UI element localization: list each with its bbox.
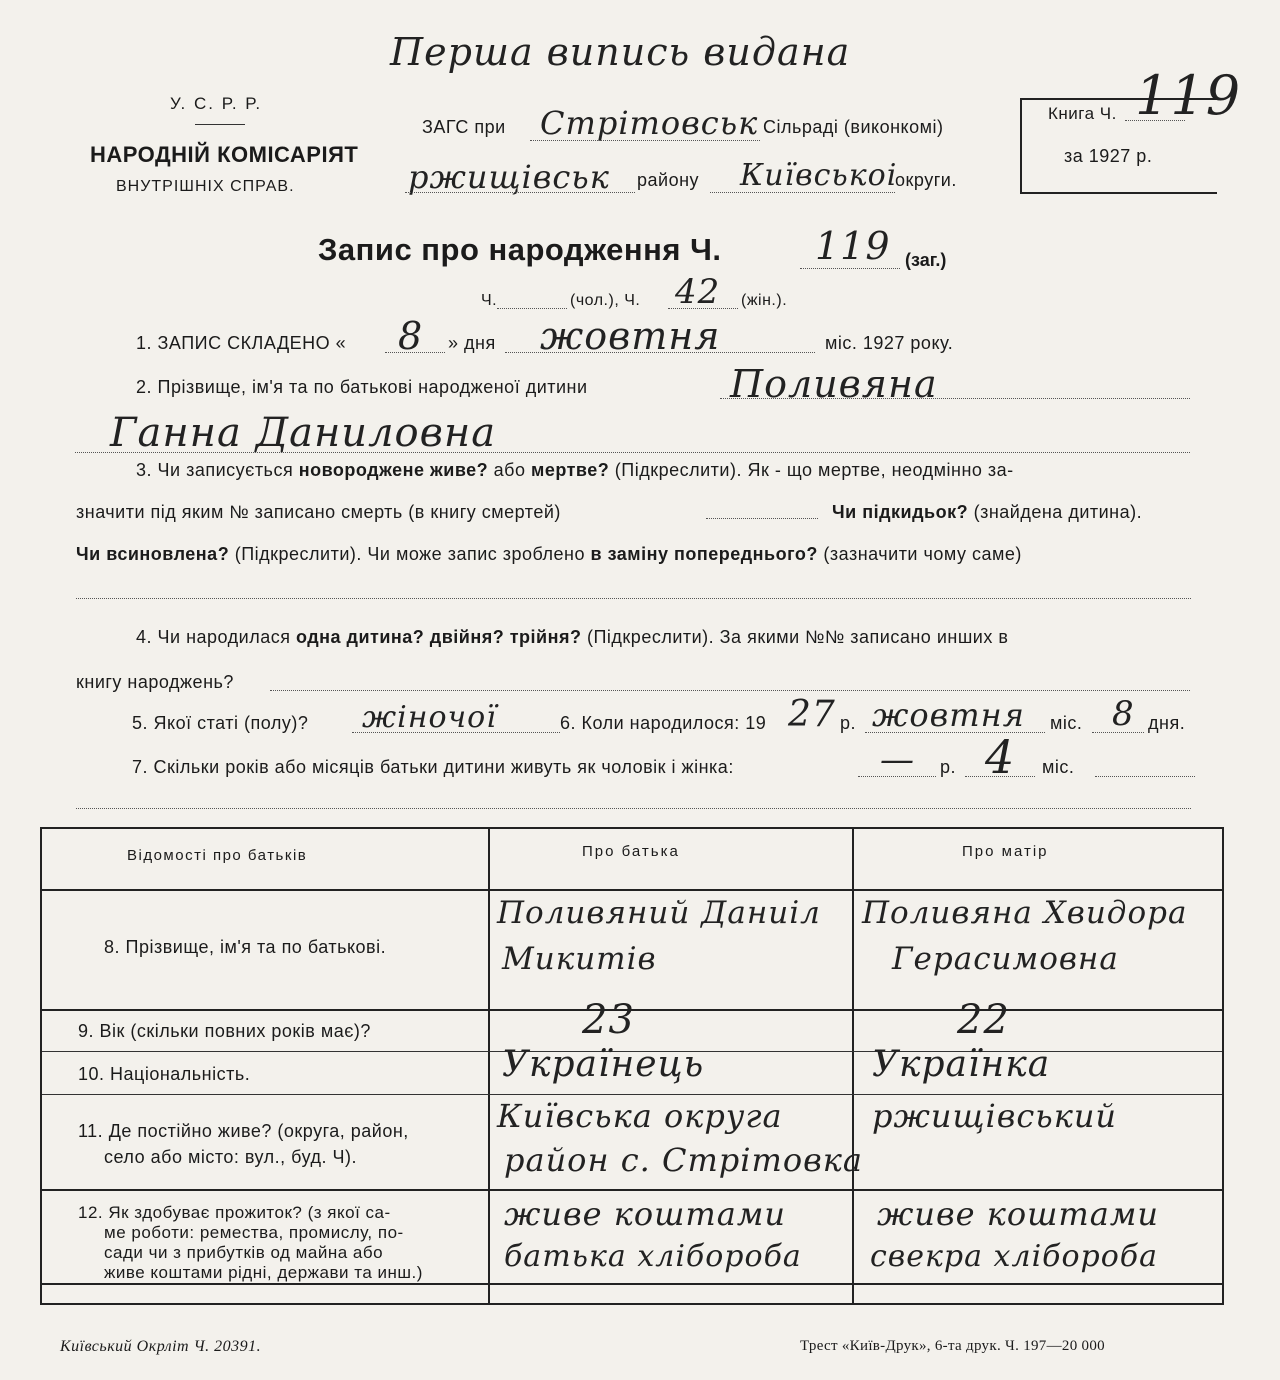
q2-name-line: [75, 452, 1190, 453]
zags-village-hand: Стрітовськ: [540, 104, 759, 142]
q1-label: 1. ЗАПИС СКЛАДЕНО «: [136, 333, 347, 353]
row-12-label-line2: ме роботи: ремества, промислу, по-: [104, 1223, 404, 1242]
zags-district-line: [405, 192, 635, 193]
record-ch-label: Ч.: [481, 292, 498, 309]
q2-surname-hand: Поливяна: [730, 362, 938, 406]
q4-line1: [136, 627, 1008, 648]
record-title: Запис про народження Ч.: [318, 232, 722, 267]
row-11-label-line1: 11. Де постійно живе? (округа, район,: [78, 1121, 409, 1141]
table-header-father: Про батька: [582, 843, 680, 860]
book-label: Книга Ч.: [1048, 104, 1117, 123]
header-handwritten-note: Перша виnuсь видана: [390, 30, 851, 74]
q5-month-line: [865, 732, 1045, 733]
row-10-father: Українець: [502, 1044, 705, 1085]
record-female-suffix: (жін.).: [741, 292, 788, 309]
q3-line1-c: або: [493, 460, 526, 480]
q3-line3: [76, 544, 1022, 565]
zags-okrug-suffix: округи.: [895, 170, 957, 190]
zags-prefix: ЗАГС при: [422, 117, 506, 137]
row-11-father-line2: район с. Стрітовка: [504, 1141, 863, 1179]
row-10-label: 10. Національність.: [78, 1064, 251, 1084]
q5-mis: міс.: [1050, 713, 1083, 733]
zags-village-line: [530, 140, 760, 141]
q5-r: р.: [840, 713, 857, 733]
q4-others-line: [270, 690, 1190, 691]
q3-line2-a: значити під яким № записано смерть (в книгу смертей): [76, 502, 561, 522]
q5-day-line: [1092, 732, 1144, 733]
zags-village-suffix: Сільраді (виконкомі): [763, 117, 944, 137]
table-col-divider-2: [852, 829, 854, 1303]
q1-day-suffix: » дня: [448, 333, 496, 353]
q5-month-hand: жовтня: [872, 696, 1025, 734]
row-12-label-line1: 12. Як здобуває прожиток? (з якої са-: [78, 1203, 391, 1222]
row-8-mother-line1: Поливяна Хвидора: [862, 895, 1188, 931]
q3-death-line: [706, 518, 818, 519]
record-male-suffix: (чол.), Ч.: [570, 292, 641, 309]
row-12-mother-line2: свекра хлібороба: [870, 1239, 1159, 1274]
q5-dnia: дня.: [1148, 713, 1186, 733]
q5-day-hand: 8: [1112, 694, 1135, 734]
q7-months-hand: 4: [985, 730, 1016, 784]
row-8-father-line1: Поливяний Даниіл: [497, 895, 821, 931]
q1-day-hand: 8: [398, 314, 424, 358]
q3-line1-b: новороджене живе?: [298, 460, 489, 480]
q3-reason-line: [76, 598, 1191, 599]
authority-department: ВНУТРІШНІХ СПРАВ.: [116, 178, 295, 195]
zags-district-hand: ржищівськ: [408, 158, 610, 196]
q3-line1-d: мертве?: [531, 460, 610, 480]
table-col-divider-1: [488, 829, 490, 1303]
q3-line3-b: (Підкреслити). Чи може запис зроблено: [234, 544, 585, 564]
q1-day-line: [385, 352, 445, 353]
q1-tail: міс. 1927 року.: [825, 333, 954, 353]
q7-r: р.: [940, 757, 957, 777]
q3-line1: [136, 460, 1014, 481]
q5-sex-line: [352, 732, 560, 733]
q3-line1-e: (Підкреслити). Як - що мертве, неодмінно за-: [614, 460, 1014, 480]
book-number-hand: 119: [1135, 64, 1242, 127]
q7-mis: міс.: [1042, 757, 1075, 777]
q4-line1-c: (Підкреслити). За якими №№ записано инших в: [587, 627, 1009, 647]
q5-sex-hand: жіночої: [362, 700, 497, 735]
q3-line3-a: Чи всиновлена?: [76, 544, 230, 564]
footer-right: Трест «Київ-Друк», 6-та друк. Ч. 197—20 000: [800, 1338, 1105, 1354]
authority-republic: У. С. Р. Р.: [170, 94, 263, 113]
record-female-hand: 42: [675, 272, 721, 312]
row-12-father-line1: живе коштами: [504, 1195, 786, 1233]
q7-years-line: [858, 776, 936, 777]
footer-left: Київський Окрліт Ч. 20391.: [60, 1338, 262, 1355]
row-9-label: 9. Вік (скільки повних років має)?: [78, 1021, 371, 1041]
row-12-label-line3: сади чи з прибутків од майна або: [104, 1243, 384, 1262]
q5-mid: 6. Коли народилося: 19: [560, 713, 767, 733]
zags-okrug-hand: Київськоі: [740, 158, 898, 193]
row-11-mother-line1: ржищівський: [872, 1097, 1118, 1135]
row-8-father-line2: Микитів: [502, 941, 657, 977]
q3-line2-b: Чи підкидьок?: [832, 502, 969, 522]
row-11-father-line1: Київська округа: [497, 1097, 783, 1135]
authority-divider: [195, 124, 245, 125]
record-total-suffix: (заг.): [905, 250, 947, 270]
parents-table: [40, 827, 1224, 1305]
row-12-father-line2: батька хлібороба: [504, 1239, 802, 1274]
row-8-mother-line2: Герасимовна: [892, 941, 1119, 977]
q3-line2-rest: [832, 502, 1142, 523]
table-header-info: Відомості про батьків: [127, 847, 308, 864]
q3-line3-d: (зазначити чому саме): [823, 544, 1022, 564]
row-9-father: 23: [582, 997, 635, 1043]
row-10-mother: Українка: [872, 1044, 1051, 1085]
zags-okrug-line: [710, 192, 895, 193]
record-female-line: [668, 308, 738, 309]
q7-months-line: [965, 776, 1035, 777]
row-12-mother-line1: живе коштами: [877, 1195, 1159, 1233]
table-header-mother: Про матір: [962, 843, 1049, 860]
q4-line1-b: одна дитина? двійня? трійня?: [295, 627, 582, 647]
q2-name-hand: Ганна Даниловна: [110, 410, 497, 456]
section-end-line: [76, 808, 1191, 809]
q7-years-hand: —: [880, 740, 915, 780]
table-row-divider-5: [42, 1283, 1222, 1285]
authority-commissariat: НАРОДНІЙ КОМІСАРІЯТ: [90, 142, 359, 167]
row-9-mother: 22: [957, 997, 1010, 1043]
q7-extra-line: [1095, 776, 1195, 777]
q1-month-hand: жовтня: [540, 314, 721, 358]
q4-line1-a: 4. Чи народилася: [136, 627, 291, 647]
q3-line3-c: в заміну попереднього?: [590, 544, 818, 564]
q3-line2-c: (знайдена дитина).: [973, 502, 1143, 522]
record-number-hand: 119: [815, 224, 891, 268]
row-11-label-line2: село або місто: вул., буд. Ч).: [104, 1147, 357, 1167]
table-row-divider-3: [42, 1094, 1222, 1095]
table-header-divider: [42, 889, 1222, 891]
book-year: за 1927 р.: [1064, 146, 1153, 166]
q3-line1-a: 3. Чи записується: [136, 460, 294, 480]
q2-label: 2. Прізвище, ім'я та по батькові народженої дитини: [136, 377, 588, 397]
row-8-label: 8. Прізвище, ім'я та по батькові.: [104, 937, 387, 957]
q5-year-hand: 27: [788, 694, 836, 735]
q4-line2: книгу народжень?: [76, 672, 234, 692]
table-row-divider-4: [42, 1189, 1222, 1191]
q5-label: 5. Якої статі (полу)?: [132, 713, 309, 733]
record-number-line: [800, 268, 900, 269]
record-male-line: [497, 308, 567, 309]
q7-label: 7. Скільки років або місяців батьки дитини живуть як чоловік і жінка:: [132, 757, 734, 777]
q2-surname-line: [720, 398, 1190, 399]
q1-month-line: [505, 352, 815, 353]
row-12-label-line4: живе коштами рідні, держави та инш.): [104, 1263, 423, 1282]
zags-district-suffix: району: [637, 170, 700, 190]
